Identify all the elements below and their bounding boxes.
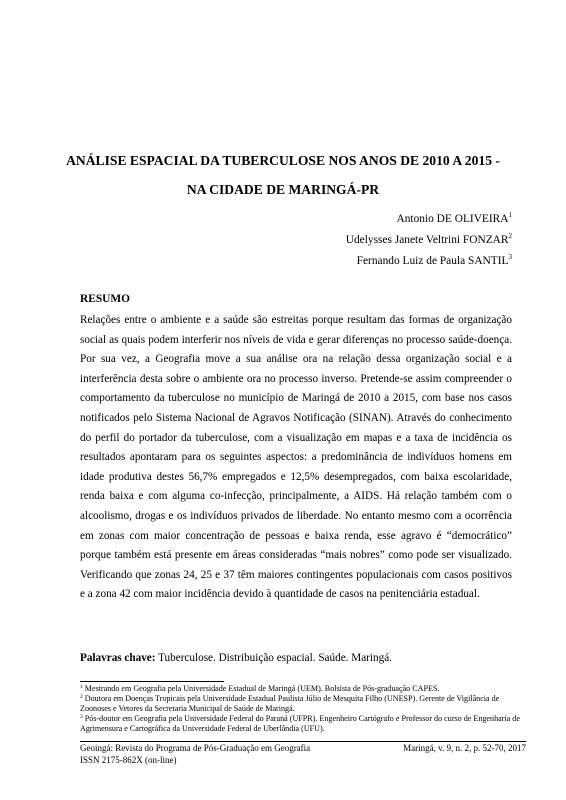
author-3 <box>346 251 512 272</box>
keywords-text: Tuberculose. Distribuição espacial. Saúde. Maringá. <box>158 652 392 664</box>
author-name: Udelysses Janete Veltrini FONZAR <box>345 234 509 246</box>
footnote-marker: 1 <box>80 684 83 690</box>
footnote-2 <box>80 694 520 714</box>
footnote-marker: 3 <box>80 714 83 720</box>
footnote-text: Mestrando em Geografia pela Universidade Estadual de Maringá (UEM). Bolsista de Pós-graduação CAPES. <box>84 684 440 693</box>
footnote-marker: 1 <box>508 211 512 219</box>
author-name: Fernando Luiz de Paula SANTIL <box>356 255 509 267</box>
abstract-heading: RESUMO <box>80 293 130 305</box>
title-line-2: NA CIDADE DE MARINGÁ-PR <box>186 182 380 197</box>
footnote-divider <box>80 681 224 682</box>
abstract-body: Relações entre o ambiente e a saúde são estreitas porque resultam das formas de organização social as quais podem interferir nos níveis de vida e gerar diferenças no processo saúde-doença. Por sua vez, a Geografia move a sua análise ora na relação dessa organização social e a interferência desta sobre o ambiente ora no processo inverso. Pretende-se assim compreender o comportamento da tuberculose no município de Maringá de 2010 a 2015, com base nos casos notificados pelo Sistema Nacional de Agravos Notificação (SINAN). Através do conhecimento do perfil do portador da tuberculose, com a visualização em mapas e a taxa de incidência os resultados apontaram para os seguintes aspectos: a predominância de indivíduos homens em idade produtiva destes 56,7% empregados e 12,5% desempregados, com baixa escolaridade, renda baixa e com alguma co-infecção, principalmente, a AIDS. Há relação também com o alcoolismo, drogas e os indivíduos privados de liberdade. No entanto mesmo com a ocorrência em zonas com maior concentração de pessoas e baixa renda, esse agravo é “democrático” porque também está presente em áreas consideradas “mais nobres” como pode ser visualizado. Verificando que zonas 24, 25 e 37 têm maiores contingentes populacionais com casos positivos e a zona 42 com maior incidência devido à quantidade de casos na penitenciária estadual. <box>80 314 512 601</box>
footer-journal: Geoingá: Revista do Programa de Pós-Graduação em Geografia <box>80 743 311 753</box>
footnote-text: Pós-doutor em Geografia pela Universidade Federal do Paraná (UFPR). Engenheiro Cartógrafo e Professor do curso de Engenharia de Agrimensura e Cartográfica da Universidade Federal de Uberlândia (UFU). <box>80 714 520 733</box>
footnote-text: Doutora em Doenças Tropicais pela Universidade Estadual Paulista Júlio de Mesquita Filho (UNESP). Gerente de Vigilância de Zoonoses e Vetores da Secretaria Municipal de Saúde de Maringá. <box>80 694 500 713</box>
footnote-3 <box>80 714 520 734</box>
author-1 <box>346 209 512 230</box>
author-list <box>346 209 512 272</box>
author-name: Antonio DE OLIVEIRA <box>396 213 509 225</box>
keywords-label: Palavras chave: <box>80 652 156 664</box>
footnote-marker: 2 <box>80 694 83 700</box>
paper-title <box>60 146 506 204</box>
author-2 <box>346 230 512 251</box>
footnote-marker: 3 <box>508 253 512 261</box>
keywords <box>80 650 512 666</box>
title-line-1: ANÁLISE ESPACIAL DA TUBERCULOSE NOS ANOS DE 2010 A 2015 - <box>66 153 500 168</box>
footer-issn: ISSN 2175-862X (on-line) <box>80 755 177 765</box>
footnote-1 <box>80 684 520 694</box>
footnote-marker: 2 <box>508 232 512 240</box>
footer-issue: Maringá, v. 9, n. 2, p. 52-70, 2017 <box>403 743 526 753</box>
footer-divider <box>80 741 526 742</box>
footnotes <box>80 684 520 734</box>
